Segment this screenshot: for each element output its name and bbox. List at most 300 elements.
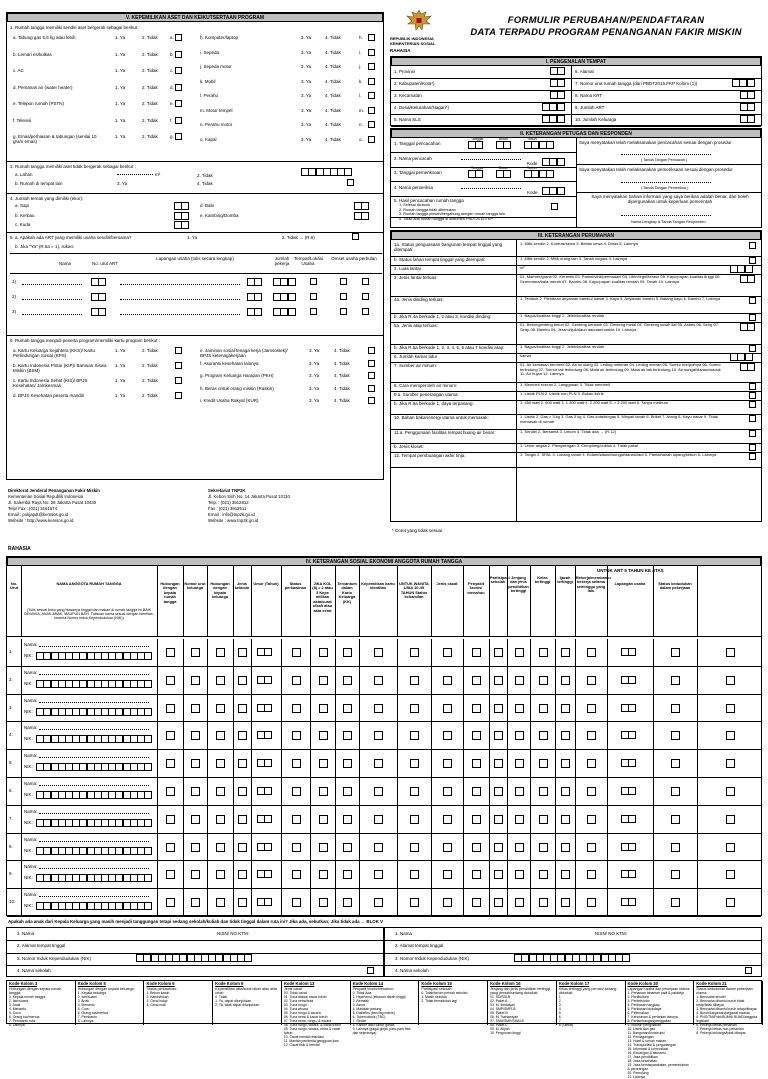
business-art-boxes[interactable]: [92, 278, 106, 287]
member-answer-box[interactable]: [494, 898, 503, 907]
member-answer-box[interactable]: [410, 815, 419, 824]
member-nik-boxes[interactable]: [37, 735, 152, 744]
member-answer-box[interactable]: [561, 704, 570, 713]
member-answer-box[interactable]: [166, 648, 175, 657]
member-answer-box[interactable]: [472, 676, 481, 685]
member-answer-box[interactable]: [343, 759, 352, 768]
member-answer-box[interactable]: [238, 870, 247, 879]
member-code-boxes[interactable]: [622, 759, 636, 768]
member-answer-box[interactable]: [238, 731, 247, 740]
member-answer-box[interactable]: [319, 759, 328, 768]
member-nik-boxes[interactable]: [37, 874, 152, 883]
member-answer-box[interactable]: [191, 648, 200, 657]
member-code-boxes[interactable]: [622, 787, 636, 796]
member-answer-box[interactable]: [343, 870, 352, 879]
livestock-count-boxes[interactable]: [175, 221, 189, 230]
business-location-box[interactable]: [310, 293, 317, 300]
member-nik-boxes[interactable]: [37, 819, 152, 828]
member-answer-box[interactable]: [587, 815, 596, 824]
member-answer-box[interactable]: [374, 676, 383, 685]
member-answer-box[interactable]: [238, 704, 247, 713]
member-answer-box[interactable]: [671, 843, 680, 852]
housing-answer-box[interactable]: [749, 383, 756, 390]
member-answer-box[interactable]: [319, 815, 328, 824]
member-answer-box[interactable]: [374, 704, 383, 713]
member-answer-box[interactable]: [515, 731, 524, 740]
member-answer-box[interactable]: [726, 648, 735, 657]
program-answer-box[interactable]: [175, 377, 182, 384]
member-answer-box[interactable]: [166, 731, 175, 740]
member-answer-box[interactable]: [561, 898, 570, 907]
member-answer-box[interactable]: [515, 704, 524, 713]
housing-answer-boxes[interactable]: [741, 363, 755, 372]
member-answer-box[interactable]: [374, 731, 383, 740]
member-answer-box[interactable]: [443, 815, 452, 824]
member-answer-box[interactable]: [494, 704, 503, 713]
business-omset-box-2[interactable]: [362, 278, 369, 285]
member-answer-box[interactable]: [494, 731, 503, 740]
member-answer-box[interactable]: [539, 787, 548, 796]
member-answer-box[interactable]: [539, 898, 548, 907]
asset-answer-box[interactable]: [368, 34, 375, 41]
business-field-line[interactable]: [120, 314, 240, 315]
member-answer-box[interactable]: [561, 676, 570, 685]
business-art-boxes[interactable]: [92, 308, 106, 317]
member-name-line[interactable]: [39, 702, 149, 703]
member-answer-box[interactable]: [443, 843, 452, 852]
member-answer-box[interactable]: [216, 648, 225, 657]
member-answer-box[interactable]: [191, 676, 200, 685]
member-answer-box[interactable]: [292, 704, 301, 713]
member-answer-box[interactable]: [166, 870, 175, 879]
member-answer-box[interactable]: [216, 815, 225, 824]
officer-code-boxes[interactable]: [543, 187, 565, 196]
member-answer-box[interactable]: [292, 870, 301, 879]
member-answer-box[interactable]: [587, 759, 596, 768]
asset-answer-box[interactable]: [368, 63, 375, 70]
member-answer-box[interactable]: [539, 731, 548, 740]
asset-answer-box[interactable]: [175, 84, 182, 91]
member-name-line[interactable]: [39, 674, 149, 675]
place-code-boxes[interactable]: [551, 67, 565, 76]
member-answer-box[interactable]: [671, 815, 680, 824]
asset-answer-box[interactable]: [175, 67, 182, 74]
member-answer-box[interactable]: [443, 648, 452, 657]
member-answer-box[interactable]: [410, 704, 419, 713]
member-answer-box[interactable]: [539, 815, 548, 824]
asset-answer-box[interactable]: [175, 117, 182, 124]
member-answer-box[interactable]: [443, 870, 452, 879]
business-omset-box[interactable]: [340, 278, 347, 285]
member-answer-box[interactable]: [238, 787, 247, 796]
member-answer-box[interactable]: [472, 870, 481, 879]
member-answer-box[interactable]: [191, 898, 200, 907]
member-answer-box[interactable]: [238, 759, 247, 768]
member-nik-boxes[interactable]: [37, 902, 152, 911]
member-answer-box[interactable]: [539, 759, 548, 768]
member-answer-box[interactable]: [319, 843, 328, 852]
member-answer-box[interactable]: [343, 815, 352, 824]
member-answer-box[interactable]: [443, 898, 452, 907]
member-answer-box[interactable]: [374, 759, 383, 768]
business-code-boxes[interactable]: [248, 278, 262, 287]
member-answer-box[interactable]: [726, 759, 735, 768]
housing-answer-box[interactable]: [749, 453, 756, 460]
business-name-line[interactable]: [22, 314, 82, 315]
member-code-boxes[interactable]: [258, 731, 272, 740]
housing-answer-box[interactable]: [749, 297, 756, 304]
member-answer-box[interactable]: [472, 898, 481, 907]
business-location-box[interactable]: [310, 278, 317, 285]
member-answer-box[interactable]: [410, 898, 419, 907]
officer-code-boxes[interactable]: [543, 158, 565, 167]
member-answer-box[interactable]: [319, 787, 328, 796]
member-answer-box[interactable]: [166, 676, 175, 685]
member-answer-box[interactable]: [238, 815, 247, 824]
member-answer-box[interactable]: [671, 898, 680, 907]
asset-answer-box[interactable]: [175, 34, 182, 41]
member-answer-box[interactable]: [494, 676, 503, 685]
member-code-boxes[interactable]: [622, 731, 636, 740]
member-answer-box[interactable]: [726, 731, 735, 740]
business-field-line[interactable]: [120, 299, 240, 300]
member-nik-boxes[interactable]: [37, 708, 152, 717]
date-day-boxes[interactable]: [469, 141, 483, 150]
business-worker-boxes[interactable]: [274, 308, 296, 317]
member-answer-box[interactable]: [319, 676, 328, 685]
member-code-boxes[interactable]: [258, 815, 272, 824]
program-answer-box[interactable]: [175, 362, 182, 369]
member-answer-box[interactable]: [374, 815, 383, 824]
member-answer-box[interactable]: [515, 843, 524, 852]
member-answer-box[interactable]: [515, 648, 524, 657]
business-location-box[interactable]: [310, 308, 317, 315]
place-code-boxes[interactable]: [543, 103, 565, 112]
school-code-box[interactable]: [367, 967, 374, 974]
asset-answer-box[interactable]: [175, 51, 182, 58]
member-answer-box[interactable]: [238, 676, 247, 685]
member-answer-box[interactable]: [539, 704, 548, 713]
member-code-boxes[interactable]: [622, 648, 636, 657]
member-answer-box[interactable]: [587, 898, 596, 907]
member-answer-box[interactable]: [292, 815, 301, 824]
housing-answer-box[interactable]: [749, 444, 756, 451]
asset-answer-box[interactable]: [368, 136, 375, 143]
member-answer-box[interactable]: [292, 843, 301, 852]
member-answer-box[interactable]: [343, 787, 352, 796]
member-answer-box[interactable]: [216, 898, 225, 907]
member-answer-box[interactable]: [494, 815, 503, 824]
place-code-boxes[interactable]: [741, 115, 755, 124]
member-code-boxes[interactable]: [258, 843, 272, 852]
member-answer-box[interactable]: [539, 843, 548, 852]
business-worker-boxes[interactable]: [274, 293, 296, 302]
member-answer-box[interactable]: [443, 704, 452, 713]
business-code-boxes[interactable]: [248, 308, 262, 317]
member-code-boxes[interactable]: [622, 870, 636, 879]
housing-answer-box[interactable]: [749, 345, 756, 352]
member-name-line[interactable]: [39, 729, 149, 730]
member-code-boxes[interactable]: [258, 898, 272, 907]
place-code-boxes[interactable]: [551, 91, 565, 100]
member-answer-box[interactable]: [561, 731, 570, 740]
member-code-boxes[interactable]: [622, 704, 636, 713]
program-answer-box[interactable]: [368, 397, 375, 404]
member-answer-box[interactable]: [374, 870, 383, 879]
member-answer-box[interactable]: [343, 898, 352, 907]
member-answer-box[interactable]: [472, 704, 481, 713]
member-answer-box[interactable]: [216, 704, 225, 713]
member-answer-box[interactable]: [587, 843, 596, 852]
member-code-boxes[interactable]: [258, 759, 272, 768]
member-answer-box[interactable]: [515, 815, 524, 824]
member-answer-box[interactable]: [671, 870, 680, 879]
asset-answer-box[interactable]: [368, 78, 375, 85]
member-answer-box[interactable]: [671, 704, 680, 713]
asset-answer-box[interactable]: [175, 133, 182, 140]
member-answer-box[interactable]: [515, 870, 524, 879]
asset-answer-box[interactable]: [368, 121, 375, 128]
place-code-boxes[interactable]: [741, 91, 755, 100]
asset-answer-box[interactable]: [368, 107, 375, 114]
member-answer-box[interactable]: [410, 787, 419, 796]
member-code-boxes[interactable]: [258, 704, 272, 713]
date-year-boxes[interactable]: [525, 170, 554, 179]
member-answer-box[interactable]: [494, 759, 503, 768]
member-answer-box[interactable]: [292, 676, 301, 685]
program-answer-box[interactable]: [368, 347, 375, 354]
member-answer-box[interactable]: [726, 704, 735, 713]
member-answer-box[interactable]: [216, 787, 225, 796]
member-answer-box[interactable]: [191, 759, 200, 768]
officer-name-line[interactable]: [461, 188, 521, 189]
member-answer-box[interactable]: [191, 787, 200, 796]
housing-answer-box[interactable]: [749, 430, 756, 437]
member-answer-box[interactable]: [561, 870, 570, 879]
member-code-boxes[interactable]: [258, 787, 272, 796]
member-answer-box[interactable]: [191, 815, 200, 824]
business-field-line[interactable]: [120, 284, 240, 285]
program-answer-box[interactable]: [368, 385, 375, 392]
member-answer-box[interactable]: [539, 648, 548, 657]
member-name-line[interactable]: [39, 757, 149, 758]
business-name-line[interactable]: [22, 284, 82, 285]
member-answer-box[interactable]: [410, 870, 419, 879]
member-answer-box[interactable]: [343, 648, 352, 657]
member-answer-box[interactable]: [292, 787, 301, 796]
member-answer-box[interactable]: [671, 787, 680, 796]
member-answer-box[interactable]: [410, 676, 419, 685]
member-answer-box[interactable]: [319, 648, 328, 657]
program-answer-box[interactable]: [175, 392, 182, 399]
housing-answer-box[interactable]: [749, 314, 756, 321]
member-nik-boxes[interactable]: [37, 652, 152, 661]
member-answer-box[interactable]: [472, 843, 481, 852]
member-answer-box[interactable]: [166, 843, 175, 852]
member-answer-box[interactable]: [443, 759, 452, 768]
member-answer-box[interactable]: [374, 648, 383, 657]
place-code-boxes[interactable]: [543, 115, 565, 124]
member-nik-boxes[interactable]: [37, 680, 152, 689]
member-answer-box[interactable]: [216, 731, 225, 740]
member-name-line[interactable]: [39, 785, 149, 786]
member-name-line[interactable]: [39, 896, 149, 897]
asset-answer-box[interactable]: [368, 49, 375, 56]
date-year-boxes[interactable]: [525, 141, 554, 150]
member-answer-box[interactable]: [472, 648, 481, 657]
asset-answer-box[interactable]: [368, 92, 375, 99]
livestock-count-boxes[interactable]: [355, 202, 369, 211]
asset-answer-box[interactable]: [175, 100, 182, 107]
place-code-boxes[interactable]: [733, 79, 755, 88]
member-answer-box[interactable]: [671, 648, 680, 657]
member-answer-box[interactable]: [515, 759, 524, 768]
business-omset-box[interactable]: [340, 293, 347, 300]
member-answer-box[interactable]: [166, 759, 175, 768]
member-answer-box[interactable]: [539, 870, 548, 879]
member-nik-boxes[interactable]: [37, 791, 152, 800]
member-answer-box[interactable]: [238, 898, 247, 907]
member-answer-box[interactable]: [587, 870, 596, 879]
q3a-box[interactable]: [302, 168, 352, 177]
member-answer-box[interactable]: [410, 843, 419, 852]
housing-answer-boxes[interactable]: [741, 323, 755, 332]
q5a-box[interactable]: [352, 233, 359, 241]
member-answer-box[interactable]: [410, 731, 419, 740]
member-answer-box[interactable]: [191, 731, 200, 740]
member-answer-box[interactable]: [292, 731, 301, 740]
member-answer-box[interactable]: [410, 759, 419, 768]
member-answer-box[interactable]: [587, 731, 596, 740]
school-nik-boxes[interactable]: [137, 954, 252, 963]
member-answer-box[interactable]: [515, 787, 524, 796]
date-month-boxes[interactable]: [497, 170, 511, 179]
member-answer-box[interactable]: [343, 843, 352, 852]
member-answer-box[interactable]: [343, 704, 352, 713]
member-code-boxes[interactable]: [622, 843, 636, 852]
member-answer-box[interactable]: [374, 787, 383, 796]
member-answer-box[interactable]: [561, 815, 570, 824]
business-omset-box-2[interactable]: [362, 293, 369, 300]
member-answer-box[interactable]: [726, 870, 735, 879]
member-nik-boxes[interactable]: [37, 763, 152, 772]
member-answer-box[interactable]: [166, 815, 175, 824]
housing-answer-box[interactable]: [749, 401, 756, 408]
member-answer-box[interactable]: [343, 731, 352, 740]
member-answer-box[interactable]: [238, 648, 247, 657]
business-art-boxes[interactable]: [92, 293, 106, 302]
member-answer-box[interactable]: [443, 787, 452, 796]
program-answer-box[interactable]: [368, 360, 375, 367]
member-answer-box[interactable]: [587, 648, 596, 657]
member-answer-box[interactable]: [443, 676, 452, 685]
member-answer-box[interactable]: [343, 676, 352, 685]
officer-name-line[interactable]: [461, 159, 521, 160]
member-answer-box[interactable]: [292, 648, 301, 657]
member-answer-box[interactable]: [726, 843, 735, 852]
member-answer-box[interactable]: [410, 648, 419, 657]
member-answer-box[interactable]: [561, 648, 570, 657]
member-answer-box[interactable]: [292, 898, 301, 907]
business-name-line[interactable]: [22, 299, 82, 300]
business-omset-box[interactable]: [340, 308, 347, 315]
q3b-box[interactable]: [347, 179, 354, 187]
member-answer-box[interactable]: [238, 843, 247, 852]
member-code-boxes[interactable]: [258, 870, 272, 879]
member-answer-box[interactable]: [191, 870, 200, 879]
member-name-line[interactable]: [39, 841, 149, 842]
member-answer-box[interactable]: [319, 731, 328, 740]
result-box[interactable]: [551, 203, 558, 210]
member-answer-box[interactable]: [671, 676, 680, 685]
school-code-box[interactable]: [745, 967, 752, 974]
member-answer-box[interactable]: [561, 787, 570, 796]
member-code-boxes[interactable]: [622, 676, 636, 685]
member-answer-box[interactable]: [494, 870, 503, 879]
member-name-line[interactable]: [39, 868, 149, 869]
member-answer-box[interactable]: [472, 787, 481, 796]
member-answer-box[interactable]: [166, 704, 175, 713]
housing-answer-box[interactable]: [749, 257, 756, 264]
member-answer-box[interactable]: [472, 759, 481, 768]
housing-answer-box[interactable]: [749, 392, 756, 399]
member-answer-box[interactable]: [587, 787, 596, 796]
member-answer-box[interactable]: [726, 898, 735, 907]
member-answer-box[interactable]: [166, 898, 175, 907]
member-answer-box[interactable]: [191, 704, 200, 713]
program-answer-box[interactable]: [175, 347, 182, 354]
housing-answer-boxes[interactable]: [731, 353, 753, 362]
member-answer-box[interactable]: [561, 843, 570, 852]
member-answer-box[interactable]: [374, 898, 383, 907]
member-answer-box[interactable]: [319, 898, 328, 907]
school-nik-boxes[interactable]: [515, 954, 630, 963]
member-answer-box[interactable]: [216, 759, 225, 768]
member-answer-box[interactable]: [587, 676, 596, 685]
member-answer-box[interactable]: [216, 843, 225, 852]
date-day-boxes[interactable]: [469, 170, 483, 179]
member-nik-boxes[interactable]: [37, 847, 152, 856]
member-answer-box[interactable]: [216, 676, 225, 685]
member-code-boxes[interactable]: [258, 676, 272, 685]
date-month-boxes[interactable]: [497, 141, 511, 150]
member-answer-box[interactable]: [443, 731, 452, 740]
member-answer-box[interactable]: [494, 648, 503, 657]
member-answer-box[interactable]: [494, 843, 503, 852]
member-answer-box[interactable]: [515, 676, 524, 685]
member-answer-box[interactable]: [191, 843, 200, 852]
member-answer-box[interactable]: [726, 787, 735, 796]
member-answer-box[interactable]: [319, 870, 328, 879]
member-answer-box[interactable]: [671, 731, 680, 740]
place-code-boxes[interactable]: [551, 79, 565, 88]
member-answer-box[interactable]: [726, 676, 735, 685]
member-code-boxes[interactable]: [622, 815, 636, 824]
livestock-count-boxes[interactable]: [175, 212, 189, 221]
member-name-line[interactable]: [39, 813, 149, 814]
member-answer-box[interactable]: [374, 843, 383, 852]
housing-answer-boxes[interactable]: [731, 265, 753, 274]
member-answer-box[interactable]: [561, 759, 570, 768]
member-answer-box[interactable]: [587, 704, 596, 713]
member-answer-box[interactable]: [539, 676, 548, 685]
livestock-count-boxes[interactable]: [355, 212, 369, 221]
business-worker-boxes[interactable]: [274, 278, 296, 287]
member-code-boxes[interactable]: [622, 898, 636, 907]
member-answer-box[interactable]: [494, 787, 503, 796]
member-answer-box[interactable]: [515, 898, 524, 907]
member-answer-box[interactable]: [319, 704, 328, 713]
